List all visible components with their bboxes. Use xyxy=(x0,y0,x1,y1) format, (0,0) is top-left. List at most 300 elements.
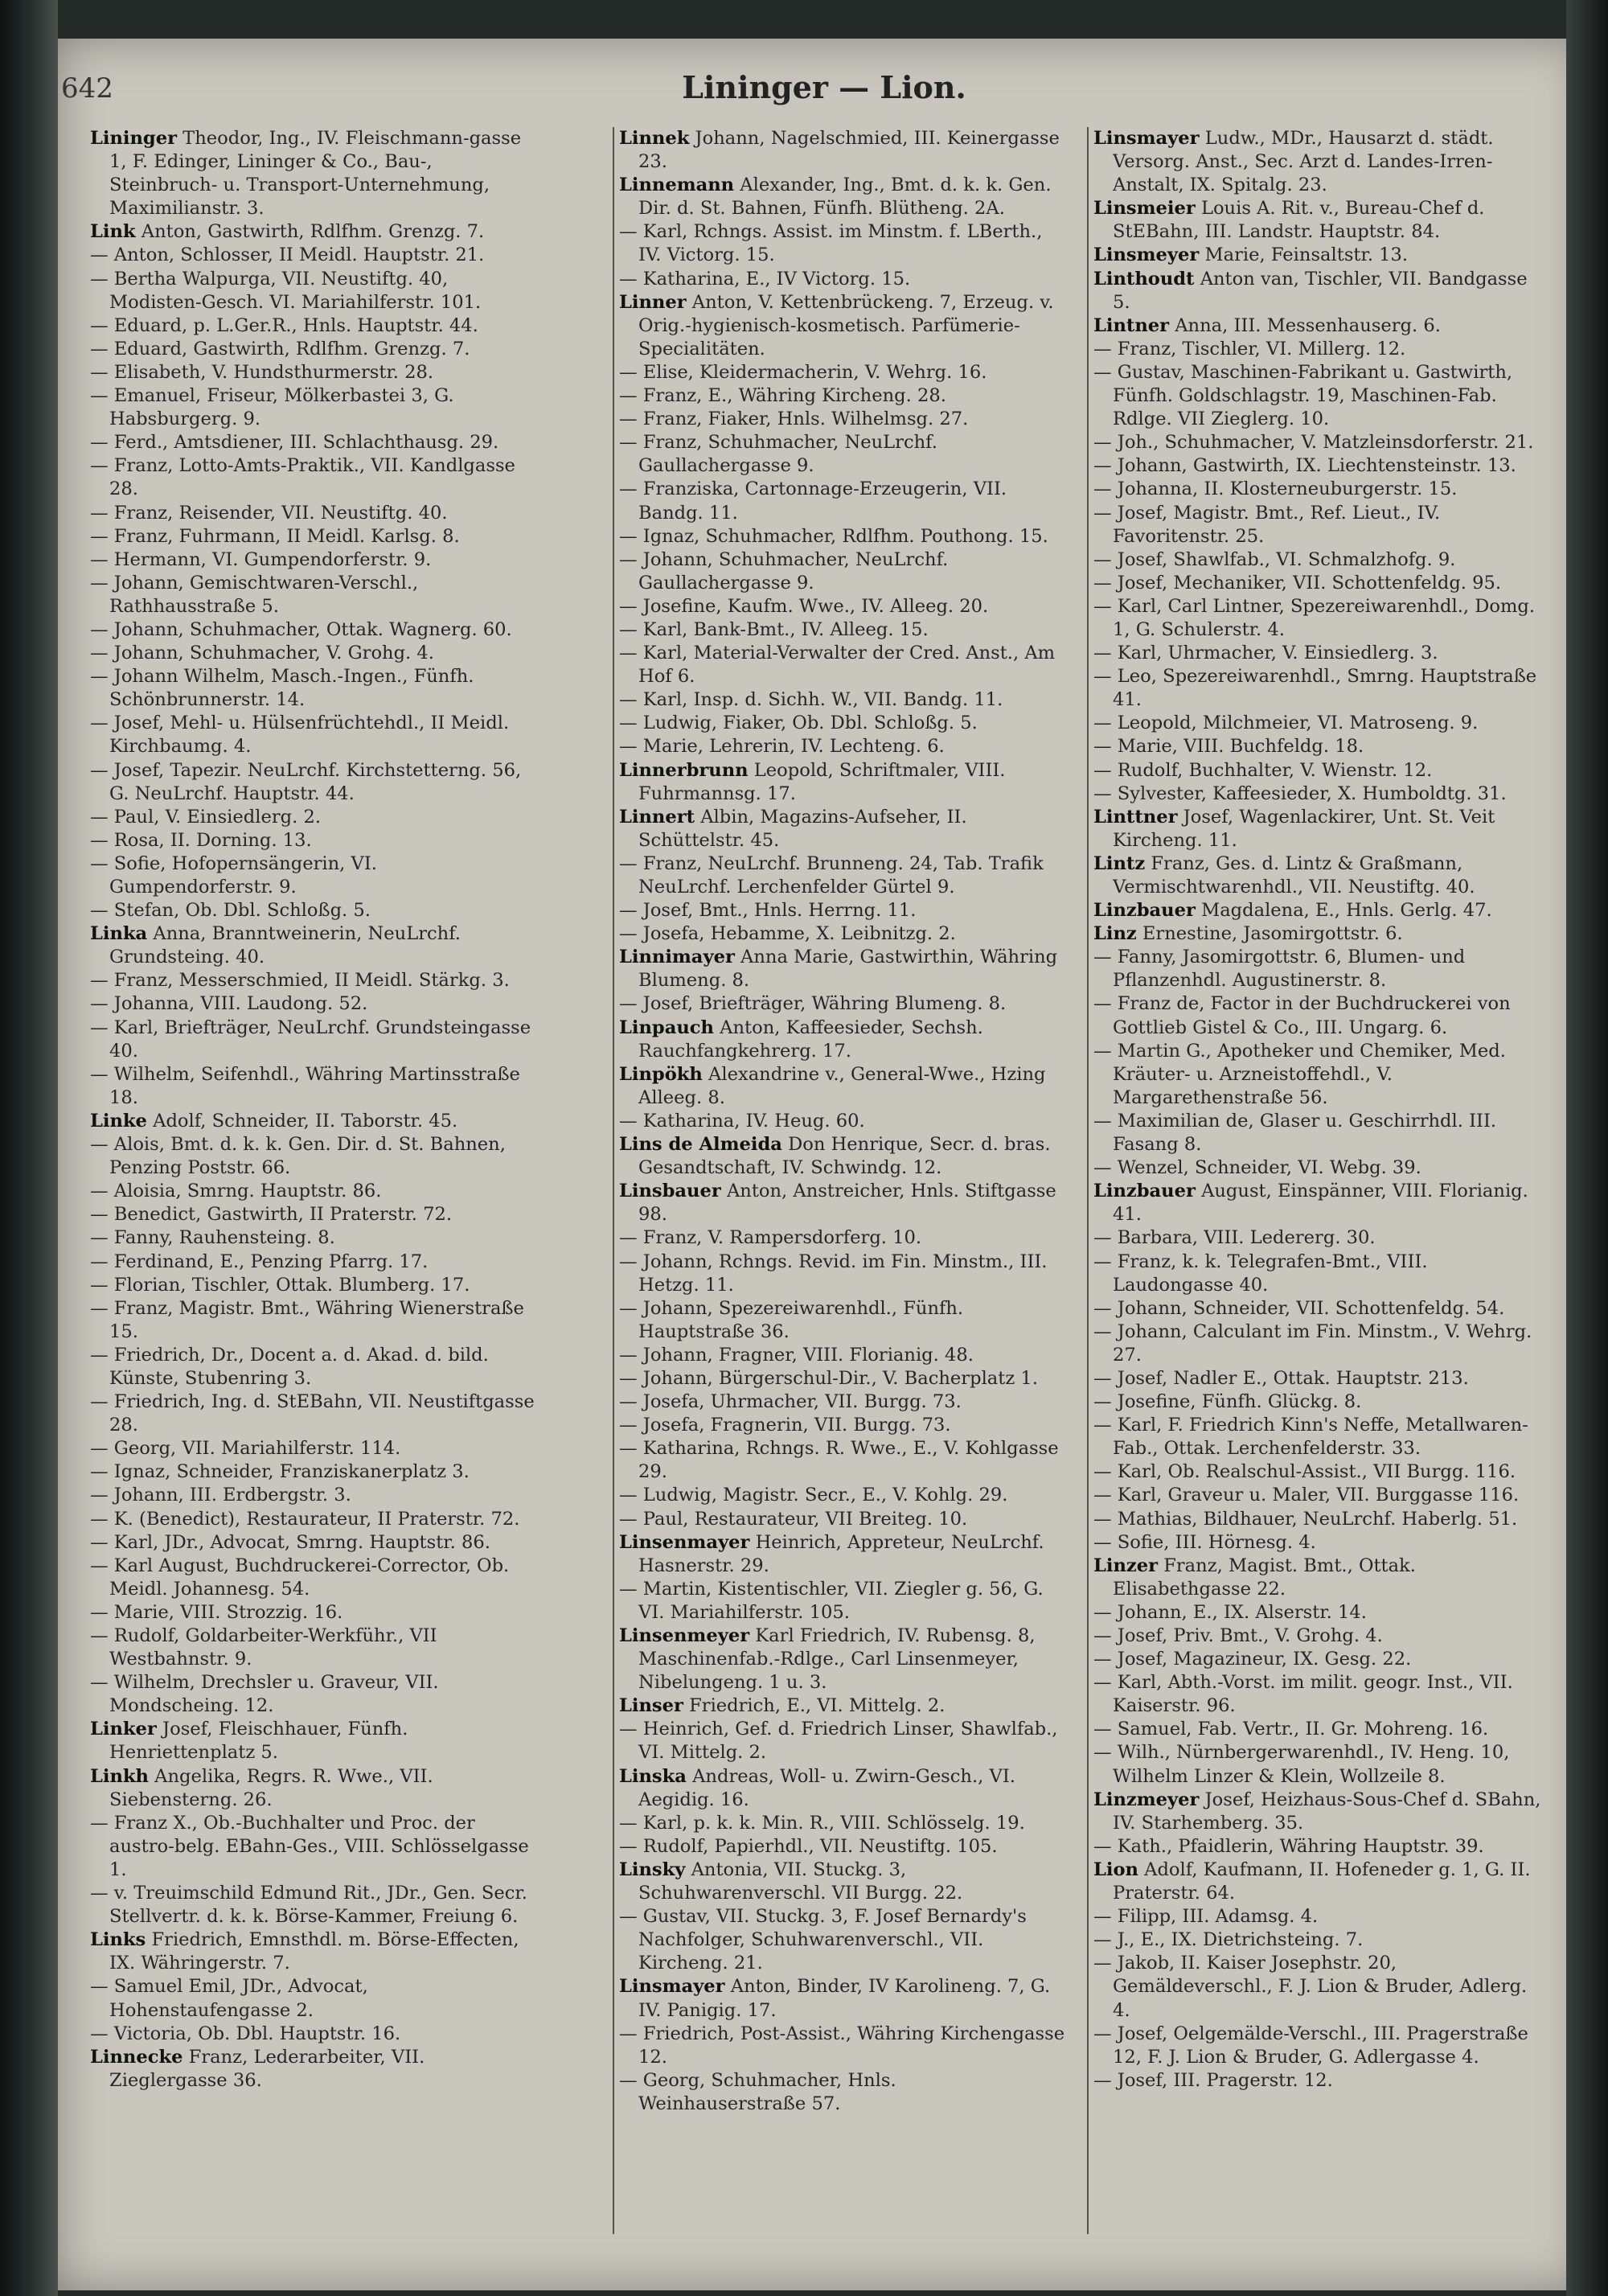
directory-entry xyxy=(1093,338,1542,361)
entry-details: — Karl, Graveur u. Maler, VII. Burggasse 116. xyxy=(1093,1485,1520,1506)
entry-details: — Elise, Kleidermacherin, V. Wehrg. 16. xyxy=(619,361,987,383)
directory-entry xyxy=(1093,1040,1542,1110)
entry-details: — J., E., IX. Dietrichsteing. 7. xyxy=(1093,1929,1364,1951)
directory-entry xyxy=(1093,852,1542,899)
entry-details: — Johanna, II. Klosterneuburgerstr. 15. xyxy=(1093,479,1458,500)
entry-details: — Johann, III. Erdbergstr. 3. xyxy=(90,1485,351,1506)
directory-entry xyxy=(90,1390,539,1437)
entry-surname: Linttner xyxy=(1093,806,1178,828)
entry-details: — Florian, Tischler, Ottak. Blumberg. 17. xyxy=(90,1274,470,1296)
entry-details: — Ferdinand, E., Penzing Pfarrg. 17. xyxy=(90,1251,429,1272)
directory-entry xyxy=(1093,946,1542,992)
entry-details: — Johann, Rchngs. Revid. im Fin. Minstm., III. Hetzg. 11. xyxy=(619,1251,1048,1296)
entry-details: — Benedict, Gastwirth, II Praterstr. 72. xyxy=(90,1204,453,1226)
column-divider xyxy=(1087,127,1089,2234)
entry-details: Andreas, Woll- u. Zwirn-Gesch., VI. Aegidig. 16. xyxy=(638,1765,1015,1810)
directory-entry xyxy=(90,502,539,525)
entry-surname: Linnemann xyxy=(619,175,735,196)
entry-details: — Josefine, Kaufm. Wwe., IV. Alleeg. 20. xyxy=(619,595,989,617)
directory-entry xyxy=(619,922,1068,946)
directory-entry xyxy=(90,1344,539,1390)
entry-details: — Martin G., Apotheker und Chemiker, Med. Kräuter- u. Arzneistoffehdl., V. Margarethenstraße 56. xyxy=(1093,1040,1506,1108)
directory-entry xyxy=(90,1203,539,1226)
directory-entry xyxy=(1093,361,1542,431)
entry-surname: Linser xyxy=(619,1695,683,1717)
directory-entry xyxy=(1093,1835,1542,1859)
directory-entry xyxy=(619,806,1068,852)
directory-entry xyxy=(619,1975,1068,2022)
entry-details: — Johann, E., IX. Alserstr. 14. xyxy=(1093,1601,1367,1623)
directory-entry xyxy=(90,1812,539,1882)
directory-entry xyxy=(1093,1741,1542,1788)
entry-details: — Leo, Spezereiwarenhdl., Smrng. Hauptstraße 41. xyxy=(1093,666,1537,711)
directory-entry xyxy=(1093,244,1542,267)
entry-details: — Maximilian de, Glaser u. Geschirrhdl. III. Fasang 8. xyxy=(1093,1110,1497,1156)
directory-entry xyxy=(1093,1718,1542,1741)
entry-details: — Franz, Schuhmacher, NeuLrchf. Gaullachergasse 9. xyxy=(619,432,937,477)
directory-entry xyxy=(619,525,1068,548)
entry-surname: Lins de Almeida xyxy=(619,1134,782,1156)
entry-details: — Bertha Walpurga, VII. Neustiftg. 40, Modisten-Gesch. VI. Mariahilferstr. 101. xyxy=(90,268,482,313)
entry-details: — Franz, Reisender, VII. Neustiftg. 40. xyxy=(90,502,448,524)
entry-details: Friedrich, Emnsthdl. m. Börse-Effecten, IX. Währingerstr. 7. xyxy=(109,1929,519,1974)
entry-details: — Johann Wilhelm, Masch.-Ingen., Fünfh. Schönbrunnerstr. 14. xyxy=(90,666,474,711)
column-1 xyxy=(90,127,539,2093)
entry-details: Alexandrine v., General-Wwe., Hzing Alleeg. 8. xyxy=(638,1063,1046,1108)
directory-entry xyxy=(90,1624,539,1671)
directory-entry xyxy=(619,1624,1068,1694)
directory-entry xyxy=(619,1437,1068,1484)
directory-entry xyxy=(619,618,1068,642)
entry-details: Leopold, Schriftmaler, VIII. Fuhrmannsg. 17. xyxy=(638,759,1006,804)
entry-details: — Josefa, Fragnerin, VII. Burgg. 73. xyxy=(619,1415,951,1436)
entry-details: — Katharina, IV. Heug. 60. xyxy=(619,1110,865,1132)
entry-surname: Linsenmayer xyxy=(619,1531,750,1553)
entry-details: — Anton, Schlosser, II Meidl. Hauptstr. 21. xyxy=(90,244,485,266)
directory-entry xyxy=(90,712,539,758)
directory-entry xyxy=(1093,431,1542,454)
directory-entry xyxy=(1093,595,1542,642)
entry-surname: Linsbauer xyxy=(619,1181,721,1202)
entry-details: Theodor, Ing., IV. Fleischmann-gasse 1, F. Edinger, Lininger & Co., Bau-, Steinbruch- u. Transport-Unternehmung, Maximilianstr. 3. xyxy=(109,128,522,220)
column-2 xyxy=(619,127,1068,2116)
directory-entry xyxy=(90,361,539,384)
entry-details: — Karl, Insp. d. Sichh. W., VII. Bandg. 11. xyxy=(619,689,1003,711)
directory-entry xyxy=(619,220,1068,267)
entry-surname: Linpauch xyxy=(619,1017,714,1038)
directory-entry xyxy=(619,992,1068,1016)
directory-entry xyxy=(1093,1789,1542,1835)
directory-entry xyxy=(619,1508,1068,1531)
entry-details: Anton, Gastwirth, Rdlfhm. Grenzg. 7. xyxy=(141,221,485,243)
entry-details: — Josef, Shawlfab., VI. Schmalzhofg. 9. xyxy=(1093,548,1456,570)
entry-details: — Elisabeth, V. Hundsthurmerstr. 28. xyxy=(90,361,434,383)
directory-entry xyxy=(90,127,539,220)
directory-entry xyxy=(1093,806,1542,852)
directory-entry xyxy=(90,618,539,642)
entry-surname: Linnerbrunn xyxy=(619,759,749,781)
directory-entry xyxy=(90,1671,539,1718)
entry-details: — Franz, Magistr. Bmt., Währing Wienerstraße 15. xyxy=(90,1297,524,1342)
directory-entry xyxy=(619,1859,1068,1905)
entry-details: — Samuel Emil, JDr., Advocat, Hohenstaufengasse 2. xyxy=(90,1976,368,2021)
directory-entry xyxy=(1093,1321,1542,1367)
entry-details: — Rosa, II. Dorning. 13. xyxy=(90,829,312,851)
entry-details: August, Einspänner, VIII. Florianig. 41. xyxy=(1113,1181,1528,1226)
entry-details: — Franz, Tischler, VI. Millerg. 12. xyxy=(1093,338,1406,359)
entry-details: — Karl August, Buchdruckerei-Corrector, Ob. Meidl. Johannesg. 54. xyxy=(90,1555,510,1600)
entry-surname: Linthoudt xyxy=(1093,268,1195,290)
entry-details: — Josef, Magazineur, IX. Gesg. 22. xyxy=(1093,1649,1412,1670)
directory-entry xyxy=(1093,1671,1542,1718)
entry-details: — Martin, Kistentischler, VII. Ziegler g. 56, G. VI. Mariahilferstr. 105. xyxy=(619,1578,1044,1623)
entry-surname: Linsmayer xyxy=(1093,128,1200,149)
directory-entry xyxy=(619,852,1068,899)
entry-details: — Karl, Rchngs. Assist. im Minstm. f. LBerth., IV. Victorg. 15. xyxy=(619,221,1043,266)
entry-details: Antonia, VII. Stuckg. 3, Schuhwarenverschl. VII Burgg. 22. xyxy=(638,1859,963,1904)
entry-details: — Fanny, Rauhensteing. 8. xyxy=(90,1227,335,1249)
book-spine-shadow xyxy=(0,0,58,2296)
entry-details: — Franz, V. Rampersdorferg. 10. xyxy=(619,1227,922,1249)
directory-entry xyxy=(1093,478,1542,501)
entry-surname: Link xyxy=(90,221,136,243)
entry-details: — Josef, Nadler E., Ottak. Hauptstr. 213. xyxy=(1093,1367,1469,1389)
entry-details: — Aloisia, Smrng. Hauptstr. 86. xyxy=(90,1181,382,1202)
directory-entry xyxy=(619,1905,1068,1975)
entry-details: — Jakob, II. Kaiser Josephstr. 20, Gemäldeverschl., F. J. Lion & Bruder, Adlerg. 4. xyxy=(1093,1953,1528,2021)
page-title: Lininger — Lion. xyxy=(682,69,966,105)
entry-details: Anton, Anstreicher, Hnls. Stiftgasse 98. xyxy=(638,1181,1056,1226)
entry-details: — Karl, JDr., Advocat, Smrng. Hauptstr. 86. xyxy=(90,1531,490,1553)
entry-details: — Friedrich, Dr., Docent a. d. Akad. d. bild. Künste, Stubenring 3. xyxy=(90,1344,489,1389)
entry-details: — Paul, V. Einsiedlerg. 2. xyxy=(90,806,322,828)
entry-details: — Josef, Priv. Bmt., V. Grohg. 4. xyxy=(1093,1625,1383,1646)
entry-details: — Josef, Tapezir. NeuLrchf. Kirchstetterng. 56, G. NeuLrchf. Hauptstr. 44. xyxy=(90,759,522,804)
directory-entry xyxy=(1093,922,1542,946)
entry-details: Albin, Magazins-Aufseher, II. Schüttelstr. 45. xyxy=(638,806,967,851)
directory-entry xyxy=(1093,314,1542,338)
directory-entry xyxy=(1093,642,1542,665)
entry-details: — Georg, VII. Mariahilferstr. 114. xyxy=(90,1438,401,1460)
directory-entry xyxy=(90,1133,539,1180)
entry-details: — Rudolf, Papierhdl., VII. Neustiftg. 105. xyxy=(619,1835,998,1857)
directory-entry xyxy=(619,712,1068,735)
directory-entry xyxy=(1093,1555,1542,1601)
entry-details: Anna, III. Messenhauserg. 6. xyxy=(1175,314,1441,336)
directory-entry xyxy=(90,1765,539,1812)
directory-entry xyxy=(1093,1297,1542,1321)
entry-details: Anton, Binder, IV Karolineng. 7, G. IV. Panigig. 17. xyxy=(638,1976,1051,2021)
directory-entry xyxy=(90,992,539,1016)
entry-details: — Johann, Schuhmacher, NeuLrchf. Gaullachergasse 9. xyxy=(619,548,949,594)
directory-entry xyxy=(1093,2023,1542,2069)
entry-details: — Karl, F. Friedrich Kinn's Neffe, Metallwaren-Fab., Ottak. Lerchenfelderstr. 33. xyxy=(1093,1415,1528,1460)
entry-details: — Franz X., Ob.-Buchhalter und Proc. der austro-belg. EBahn-Ges., VIII. Schlösselgasse 1. xyxy=(90,1812,529,1880)
entry-details: Anton van, Tischler, VII. Bandgasse 5. xyxy=(1113,268,1528,313)
entry-details: Johann, Nagelschmied, III. Keinergasse 23. xyxy=(638,128,1060,173)
directory-entry xyxy=(1093,1367,1542,1390)
directory-entry xyxy=(1093,1484,1542,1507)
directory-entry xyxy=(90,1226,539,1250)
entry-details: — Joh., Schuhmacher, V. Matzleinsdorferstr. 21. xyxy=(1093,432,1534,454)
entry-details: Alexander, Ing., Bmt. d. k. k. Gen. Dir. d. St. Bahnen, Fünfh. Blütheng. 2A. xyxy=(638,175,1052,220)
entry-details: — Josef, Mechaniker, VII. Schottenfeldg. 95. xyxy=(1093,572,1502,594)
directory-entry xyxy=(90,1508,539,1531)
entry-surname: Linnimayer xyxy=(619,947,735,968)
entry-details: Adolf, Schneider, II. Taborstr. 45. xyxy=(153,1110,458,1132)
directory-entry xyxy=(1093,1859,1542,1905)
entry-details: — Franz, Messerschmied, II Meidl. Stärkg. 3. xyxy=(90,970,510,992)
directory-entry xyxy=(1093,1508,1542,1531)
entry-details: Ernestine, Jasomirgottstr. 6. xyxy=(1142,923,1403,945)
entry-details: — Karl, Bank-Bmt., IV. Alleeg. 15. xyxy=(619,618,929,640)
directory-entry xyxy=(619,2023,1068,2069)
entry-details: — Ludwig, Fiaker, Ob. Dbl. Schloßg. 5. xyxy=(619,713,978,734)
entry-details: Adolf, Kaufmann, II. Hofeneder g. 1, G. II. Praterstr. 64. xyxy=(1113,1859,1531,1904)
entry-surname: Linsenmeyer xyxy=(619,1625,750,1646)
entry-details: Josef, Heizhaus-Sous-Chef d. SBahn, IV. Starhemberg. 35. xyxy=(1113,1789,1541,1834)
entry-surname: Linska xyxy=(619,1765,687,1787)
entry-details: — Franz, Lotto-Amts-Praktik., VII. Kandlgasse 28. xyxy=(90,455,515,500)
directory-entry xyxy=(1093,1226,1542,1250)
entry-details: — Victoria, Ob. Dbl. Hauptstr. 16. xyxy=(90,2023,401,2044)
directory-entry xyxy=(619,174,1068,220)
directory-entry xyxy=(1093,1156,1542,1180)
entry-details: Franz, Magist. Bmt., Ottak. Elisabethgasse 22. xyxy=(1113,1555,1416,1600)
directory-entry xyxy=(619,2069,1068,2116)
directory-entry xyxy=(1093,782,1542,806)
column-divider xyxy=(613,127,614,2234)
directory-entry xyxy=(1093,572,1542,595)
directory-entry xyxy=(619,431,1068,478)
directory-entry xyxy=(1093,197,1542,244)
entry-details: — Leopold, Milchmeier, VI. Matroseng. 9. xyxy=(1093,713,1479,734)
directory-entry xyxy=(619,1694,1068,1718)
directory-entry xyxy=(619,642,1068,688)
directory-entry xyxy=(90,572,539,618)
entry-details: Don Henrique, Secr. d. bras. Gesandtschaft, IV. Schwindg. 12. xyxy=(638,1134,1051,1179)
running-header xyxy=(88,69,1560,109)
entry-details: — v. Treuimschild Edmund Rit., JDr., Gen. Secr. Stellvertr. d. k. k. Börse-Kammer, Freiung 6. xyxy=(90,1883,527,1928)
entry-details: — Ferd., Amtsdiener, III. Schlachthausg. 29. xyxy=(90,432,499,454)
entry-details: — Katharina, E., IV Victorg. 15. xyxy=(619,268,911,290)
entry-surname: Linpökh xyxy=(619,1063,703,1085)
directory-entry xyxy=(1093,1952,1542,2022)
directory-entry xyxy=(90,220,539,244)
page-number: 642 xyxy=(61,72,113,105)
entry-details: — Sofie, III. Hörnesg. 4. xyxy=(1093,1531,1316,1553)
directory-entry xyxy=(1093,1648,1542,1671)
entry-details: Anton, V. Kettenbrückeng. 7, Erzeug. v. Orig.-hygienisch-kosmetisch. Parfümerie-Specialitäten. xyxy=(638,291,1054,359)
directory-entry xyxy=(619,1484,1068,1507)
entry-details: — Johann, Calculant im Fin. Minstm., V. Wehrg. 27. xyxy=(1093,1321,1532,1366)
entry-details: — Ignaz, Schuhmacher, Rdlfhm. Pouthong. 15. xyxy=(619,525,1048,547)
entry-details: — Johann, Gemischtwaren-Verschl., Rathhausstraße 5. xyxy=(90,572,419,617)
directory-entry xyxy=(1093,735,1542,758)
directory-entry xyxy=(619,1297,1068,1344)
entry-surname: Linkh xyxy=(90,1765,149,1787)
entry-details: — Filipp, III. Adamsg. 4. xyxy=(1093,1906,1319,1928)
directory-entry xyxy=(90,1297,539,1344)
directory-entry xyxy=(619,548,1068,595)
entry-details: — Georg, Schuhmacher, Hnls. Weinhauserstraße 57. xyxy=(619,2069,896,2114)
directory-entry xyxy=(1093,759,1542,782)
entry-details: — Fanny, Jasomirgottstr. 6, Blumen- und Pflanzenhdl. Augustinerstr. 8. xyxy=(1093,947,1466,992)
entry-surname: Linzmeyer xyxy=(1093,1789,1200,1810)
directory-entry xyxy=(619,1835,1068,1859)
entry-details: — Karl, Abth.-Vorst. im milit. geogr. Inst., VII. Kaiserstr. 96. xyxy=(1093,1672,1513,1717)
directory-entry xyxy=(90,1718,539,1764)
entry-details: — Johann, Schuhmacher, V. Grohg. 4. xyxy=(90,643,434,664)
directory-entry xyxy=(1093,1531,1542,1555)
directory-entry xyxy=(90,1437,539,1460)
directory-entry xyxy=(90,1110,539,1133)
entry-details: — Eduard, p. L.Ger.R., Hnls. Hauptstr. 44. xyxy=(90,314,478,336)
entry-details: — Marie, VIII. Buchfeldg. 18. xyxy=(1093,736,1364,758)
entry-details: — Rudolf, Goldarbeiter-Werkführ., VII Westbahnstr. 9. xyxy=(90,1625,437,1670)
directory-entry xyxy=(619,1063,1068,1110)
entry-details: — Karl, p. k. k. Min. R., VIII. Schlösselg. 19. xyxy=(619,1812,1025,1834)
directory-entry xyxy=(90,1484,539,1507)
entry-details: — Franz, k. k. Telegrafen-Bmt., VIII. Laudongasse 40. xyxy=(1093,1251,1428,1296)
directory-entry xyxy=(619,268,1068,291)
entry-details: — Heinrich, Gef. d. Friedrich Linser, Shawlfab., VI. Mittelg. 2. xyxy=(619,1719,1058,1764)
directory-entry xyxy=(90,2046,539,2093)
directory-entry xyxy=(619,1344,1068,1367)
entry-details: Heinrich, Appreteur, NeuLrchf. Hasnerstr. 29. xyxy=(638,1531,1044,1576)
directory-entry xyxy=(90,1928,539,1975)
entry-details: Friedrich, E., VI. Mittelg. 2. xyxy=(689,1695,946,1717)
entry-details: — Sylvester, Kaffeesieder, X. Humboldtg. 31. xyxy=(1093,782,1507,804)
entry-details: — Eduard, Gastwirth, Rdlfhm. Grenzg. 7. xyxy=(90,338,470,359)
directory-entry xyxy=(90,1975,539,2022)
directory-entry xyxy=(1093,2069,1542,2093)
directory-entry xyxy=(619,1226,1068,1250)
entry-details: — Wilhelm, Drechsler u. Graveur, VII. Mondscheing. 12. xyxy=(90,1672,439,1717)
entry-surname: Linker xyxy=(90,1719,157,1740)
directory-entry xyxy=(619,384,1068,408)
directory-entry xyxy=(619,1765,1068,1812)
directory-entry xyxy=(619,1812,1068,1835)
directory-entry xyxy=(619,1390,1068,1414)
entry-details: — Gustav, Maschinen-Fabrikant u. Gastwirth, Fünfh. Goldschlagstr. 19, Maschinen-Fab. Rdlge. VII Zieglerg. 10. xyxy=(1093,361,1513,430)
entry-details: — Friedrich, Post-Assist., Währing Kirchengasse 12. xyxy=(619,2023,1065,2068)
entry-details: — Johann, Spezereiwarenhdl., Fünfh. Hauptstraße 36. xyxy=(619,1297,964,1342)
directory-entry xyxy=(90,665,539,712)
entry-details: — Josefa, Uhrmacher, VII. Burgg. 73. xyxy=(619,1391,962,1413)
directory-entry xyxy=(90,314,539,338)
directory-entry xyxy=(1093,899,1542,922)
entry-details: Karl Friedrich, IV. Rubensg. 8, Maschinenfab.-Rdlge., Carl Linsenmeyer, Nibelungeng. 1 u. 3. xyxy=(638,1625,1036,1694)
directory-entry xyxy=(1093,712,1542,735)
directory-entry xyxy=(619,735,1068,758)
entry-surname: Linnek xyxy=(619,128,690,149)
entry-details: — Johann, Bürgerschul-Dir., V. Bacherplatz 1. xyxy=(619,1367,1038,1389)
directory-entry xyxy=(1093,1110,1542,1156)
directory-entry xyxy=(619,361,1068,384)
page-edge-shadow xyxy=(1566,0,1608,2296)
entry-details: — Karl, Ob. Realschul-Assist., VII Burgg. 116. xyxy=(1093,1461,1516,1483)
directory-entry xyxy=(90,642,539,665)
directory-entry xyxy=(619,595,1068,618)
directory-entry xyxy=(90,384,539,431)
entry-surname: Linzer xyxy=(1093,1555,1159,1576)
directory-entry xyxy=(619,759,1068,806)
entry-surname: Lintner xyxy=(1093,314,1170,336)
directory-entry xyxy=(90,852,539,899)
directory-entry xyxy=(1093,1414,1542,1460)
directory-entry xyxy=(619,1531,1068,1578)
entry-details: Josef, Fleischhauer, Fünfh. Henriettenplatz 5. xyxy=(109,1719,408,1764)
directory-entry xyxy=(90,1274,539,1297)
entry-surname: Linsmeyer xyxy=(1093,244,1200,266)
directory-entry xyxy=(619,1180,1068,1226)
entry-details: — Josef, III. Pragerstr. 12. xyxy=(1093,2069,1333,2091)
entry-details: — Johann, Schneider, VII. Schottenfeldg. 54. xyxy=(1093,1297,1505,1319)
directory-entry xyxy=(619,688,1068,712)
entry-details: — Samuel, Fab. Vertr., II. Gr. Mohreng. 16. xyxy=(1093,1719,1489,1740)
entry-details: — Ignaz, Schneider, Franziskanerplatz 3. xyxy=(90,1461,470,1483)
directory-entry xyxy=(619,1414,1068,1437)
entry-details: — Josef, Magistr. Bmt., Ref. Lieut., IV. Favoritenstr. 25. xyxy=(1093,502,1441,547)
entry-details: — Mathias, Bildhauer, NeuLrchf. Haberlg. 51. xyxy=(1093,1508,1518,1530)
entry-details: — Johann, Gastwirth, IX. Liechtensteinstr. 13. xyxy=(1093,455,1516,477)
directory-entry xyxy=(619,127,1068,174)
directory-entry xyxy=(90,1601,539,1624)
directory-entry xyxy=(90,969,539,992)
directory-entry xyxy=(90,454,539,501)
directory-entry xyxy=(619,1578,1068,1624)
directory-entry xyxy=(90,1017,539,1063)
entry-surname: Links xyxy=(90,1929,146,1951)
entry-details: — Kath., Pfaidlerin, Währing Hauptstr. 39. xyxy=(1093,1835,1484,1857)
directory-entry xyxy=(90,2023,539,2046)
entry-details: — Gustav, VII. Stuckg. 3, F. Josef Bernardy's Nachfolger, Schuhwarenverschl., VII. Kircheng. 21. xyxy=(619,1906,1027,1974)
directory-entry xyxy=(90,829,539,852)
directory-entry xyxy=(619,1367,1068,1390)
entry-details: — Wenzel, Schneider, VI. Webg. 39. xyxy=(1093,1157,1421,1179)
entry-details: — Wilh., Nürnbergerwarenhdl., IV. Heng. 10, Wilhelm Linzer & Klein, Wollzeile 8. xyxy=(1093,1742,1510,1787)
entry-details: Ludw., MDr., Hausarzt d. städt. Versorg. Anst., Sec. Arzt d. Landes-Irren-Anstalt, IX. Spitalg. 23. xyxy=(1113,128,1494,196)
column-3 xyxy=(1093,127,1542,2093)
directory-entry xyxy=(1093,1180,1542,1226)
directory-entry xyxy=(619,408,1068,431)
entry-surname: Linsmeier xyxy=(1093,198,1196,220)
entry-details: — Stefan, Ob. Dbl. Schloßg. 5. xyxy=(90,900,371,922)
entry-details: — Josef, Mehl- u. Hülsenfrüchtehdl., II Meidl. Kirchbaumg. 4. xyxy=(90,713,510,758)
directory-entry xyxy=(619,899,1068,922)
directory-entry xyxy=(90,244,539,267)
directory-entry xyxy=(1093,268,1542,314)
entry-details: — Franz, Fiaker, Hnls. Wilhelmsg. 27. xyxy=(619,409,969,430)
directory-entry xyxy=(619,1110,1068,1133)
entry-details: — Hermann, VI. Gumpendorferstr. 9. xyxy=(90,548,432,570)
entry-details: — Marie, VIII. Strozzig. 16. xyxy=(90,1601,343,1623)
entry-surname: Linka xyxy=(90,923,148,945)
entry-details: — Franziska, Cartonnage-Erzeugerin, VII. Bandg. 11. xyxy=(619,479,1007,524)
entry-details: Angelika, Regrs. R. Wwe., VII. Siebensterng. 26. xyxy=(109,1765,433,1810)
entry-details: — Josef, Oelgemälde-Verschl., III. Pragerstraße 12, F. J. Lion & Bruder, G. Adlergasse 4. xyxy=(1093,2023,1528,2068)
entry-surname: Linzbauer xyxy=(1093,900,1196,922)
entry-details: Magdalena, E., Hnls. Gerlg. 47. xyxy=(1201,900,1492,922)
directory-entry xyxy=(1093,1928,1542,1952)
entry-details: — Marie, Lehrerin, IV. Lechteng. 6. xyxy=(619,736,945,758)
entry-surname: Linnecke xyxy=(90,2046,183,2068)
directory-entry xyxy=(1093,1390,1542,1414)
entry-details: — Franz, NeuLrchf. Brunneng. 24, Tab. Trafik NeuLrchf. Lerchenfelder Gürtel 9. xyxy=(619,852,1044,897)
entry-details: Marie, Feinsaltstr. 13. xyxy=(1204,244,1409,266)
entry-surname: Linsky xyxy=(619,1859,686,1880)
